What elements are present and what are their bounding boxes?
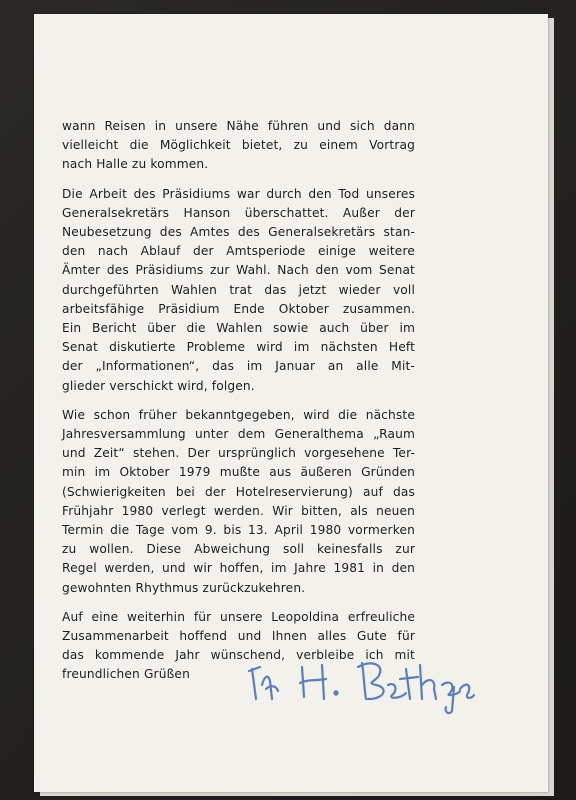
text-line: vielleicht die Möglichkeit bietet, zu einem Vortrag xyxy=(62,138,415,153)
text-line: Jahresversammlung unter dem Generalthema „Raum xyxy=(62,427,415,442)
text-line: Regel werden, und wir hoffen, im Jahre 1981 in den xyxy=(62,561,415,576)
text-line: Ämter des Präsidiums zur Wahl. Nach den vom Senat xyxy=(62,263,415,278)
text-line: das kommende Jahr wünschend, verbleibe ich mit xyxy=(62,648,415,663)
text-line: durchgeführten Wahlen trat das jetzt wieder voll xyxy=(62,282,415,297)
text-line: Generalsekretärs Hanson überschattet. Außer der xyxy=(62,205,415,220)
text-line: und Zeit“ stehen. Der ursprünglich vorgesehene Ter- xyxy=(62,446,415,461)
signature-strokes xyxy=(249,663,474,713)
text-line: freundlichen Grüßen xyxy=(62,667,190,682)
text-line: der „Informationen“, das im Januar an alle Mit- xyxy=(62,359,415,374)
paragraph-2 xyxy=(62,185,415,396)
text-line: glieder verschickt wird, folgen. xyxy=(62,378,255,393)
text-line: den nach Ablauf der Amtsperiode einige weitere xyxy=(62,244,415,259)
text-line: Neubesetzung des Amtes des Generalsekretärs stan- xyxy=(62,225,415,240)
text-line: gewohnten Rhythmus zurückzukehren. xyxy=(62,580,306,595)
text-line: Wie schon früher bekanntgegeben, wird die nächste xyxy=(62,407,415,422)
text-line: arbeitsfähige Präsidium Ende Oktober zusammen. xyxy=(62,301,415,316)
text-line: Termin die Tage vom 9. bis 13. April 1980 vormerken xyxy=(62,523,415,538)
handwritten-signature xyxy=(246,655,476,715)
text-line: wann Reisen in unsere Nähe führen und sich dann xyxy=(62,119,415,133)
text-line: Frühjahr 1980 verlegt werden. Wir bitten, als neuen xyxy=(62,503,415,518)
text-line: nach Halle zu kommen. xyxy=(62,157,209,172)
text-line: Auf eine weiterhin für unsere Leopoldina erfreuliche xyxy=(62,609,415,624)
text-line: zu wollen. Diese Abweichung soll keinesfalls zur xyxy=(62,542,415,557)
letter-body xyxy=(62,117,415,695)
text-line: Zusammenarbeit hoffend und Ihnen alles Gute für xyxy=(62,629,415,644)
text-line: Die Arbeit des Präsidiums war durch den Tod unseres xyxy=(62,186,415,201)
text-line: (Schwierigkeiten bei der Hotelreservierung) auf das xyxy=(62,484,415,499)
text-line: Ein Bericht über die Wahlen sowie auch über im xyxy=(62,321,415,336)
text-line: Senat diskutierte Probleme wird im nächsten Heft xyxy=(62,340,415,355)
paragraph-3 xyxy=(62,406,415,598)
paragraph-1 xyxy=(62,117,415,175)
text-line: min im Oktober 1979 mußte aus äußeren Gründen xyxy=(62,465,415,480)
